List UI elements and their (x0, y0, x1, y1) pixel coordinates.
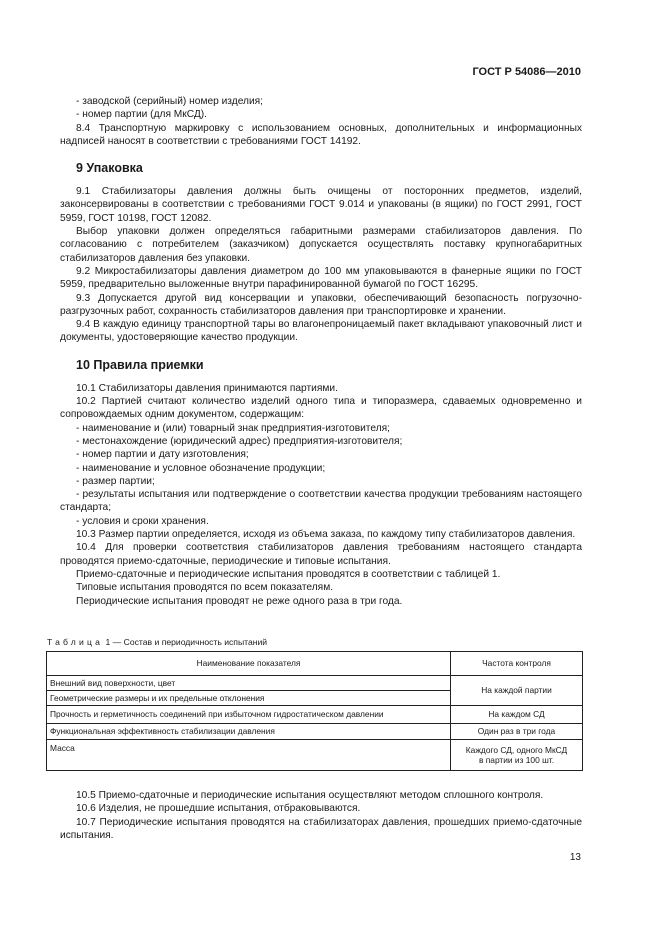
paragraph-9-1: 9.1 Стабилизаторы давления должны быть очищены от посторонних предметов, изделий, законсервированы в соответствии с требованиями ГОСТ 9.014 и упакованы (в ящики) по ГОСТ 2991, ГОСТ 5959, ГОСТ 10198, ГОСТ 12082. (60, 186, 582, 224)
table-caption-text: 1 — Состав и периодичность испытаний (103, 637, 268, 647)
paragraph-10-4-periodic: Периодические испытания проводят не реже одного раза в три года. (76, 595, 403, 607)
paragraph-10-4-acceptance: Приемо-сдаточные и периодические испытания проводятся в соответствии с таблицей 1. (76, 568, 501, 580)
table-cell: Внешний вид поверхности, цвет (47, 676, 451, 691)
table-cell: На каждом СД (451, 706, 583, 724)
table-cell-line: Каждого СД, одного МкСД (465, 744, 568, 755)
paragraph-10-2: 10.2 Партией считают количество изделий одного типа и типоразмера, сдаваемых одновременно и сопровождаемых одним документом, содержащим: (60, 396, 582, 421)
list-item: - номер партии (для МкСД). (76, 109, 208, 121)
table-row (47, 706, 583, 724)
paragraph-10-5: 10.5 Приемо-сдаточные и периодические испытания осуществляют методом сплошного контроля. (76, 790, 544, 801)
table-cell: На каждой партии (451, 676, 583, 706)
list-item: - заводской (серийный) номер изделия; (76, 96, 264, 107)
paragraph-9-4: 9.4 В каждую единицу транспортной тары во влагонепроницаемый пакет вкладывают упаковочный лист и документы, удостоверяющие качество продукции. (60, 319, 582, 344)
list-item: - наименование и условное обозначение продукции; (76, 462, 326, 474)
paragraph-10-7: 10.7 Периодические испытания проводятся на стабилизаторах давления, прошедших приемо-сдаточные испытания. (60, 816, 582, 841)
table-header-row (47, 652, 583, 676)
tests-table (46, 651, 583, 771)
section-10-heading: 10 Правила приемки (76, 357, 204, 372)
paragraph-packaging-choice: Выбор упаковки должен определяться габаритными размерами стабилизаторов давления. По согласованию с потребителем (заказчиком) допускается осуществлять поставку крупногабаритных стабилизаторов давления без упаковки. (60, 226, 582, 264)
column-header-indicator: Наименование показателя (47, 652, 451, 676)
table-row (47, 676, 583, 691)
list-item: - номер партии и дату изготовления; (76, 449, 249, 461)
page-number: 13 (569, 852, 581, 863)
table-cell (451, 740, 583, 771)
table-cell: Геометрические размеры и их предельные отклонения (47, 691, 451, 706)
list-item: - результаты испытания или подтверждение о соответствии качества продукции требованиям настоящего стандарта; (60, 489, 582, 514)
table-cell: Один раз в три года (451, 724, 583, 740)
paragraph-9-3: 9.3 Допускается другой вид консервации и упаковки, обеспечивающий безопасность погрузочно-разгрузочных работ, сохранность стабилизаторов давления при транспортировке и хранении. (60, 292, 582, 317)
column-header-frequency: Частота контроля (451, 652, 583, 676)
closing-paragraphs (60, 789, 582, 842)
list-item: - условия и сроки хранения. (76, 515, 209, 527)
paragraph-10-4-type: Типовые испытания проводятся по всем показателям. (76, 582, 334, 594)
paragraph-8-4: 8.4 Транспортную маркировку с использованием основных, дополнительных и информационных надписей наносят в соответствии с требованиями ГОСТ 14192. (60, 122, 582, 147)
paragraph-10-1: 10.1 Стабилизаторы давления принимаются партиями. (76, 382, 338, 394)
paragraph-10-4: 10.4 Для проверки соответствия стабилизаторов давления требованиям настоящего стандарта проводятся приемо-сдаточные, периодические и типовые испытания. (60, 542, 582, 567)
table-cell: Функциональная эффективность стабилизации давления (47, 724, 451, 740)
list-item: - местонахождение (юридический адрес) предприятия-изготовителя; (76, 435, 403, 447)
table-cell: Масса (47, 740, 451, 771)
table-caption-label: Таблица (47, 637, 104, 647)
table-cell: Прочность и герметичность соединений при избыточном гидростатическом давлении (47, 706, 451, 724)
document-code: ГОСТ Р 54086—2010 (472, 66, 581, 78)
section-9-heading: 9 Упаковка (76, 161, 143, 176)
table-cell-line: в партии из 100 шт. (478, 755, 555, 765)
table-row (47, 740, 583, 771)
page-content (60, 95, 582, 608)
list-item: - размер партии; (76, 475, 155, 487)
paragraph-9-2: 9.2 Микростабилизаторы давления диаметром до 100 мм упаковываются в фанерные ящики по ГОСТ 5959, предварительно выложенные внутри парафинированной бумагой по ГОСТ 16295. (60, 265, 582, 291)
paragraph-10-3: 10.3 Размер партии определяется, исходя из объема заказа, по каждому типу стабилизаторов давления. (76, 529, 576, 541)
table-caption (47, 637, 267, 647)
paragraph-10-6: 10.6 Изделия, не прошедшие испытания, отбраковываются. (76, 803, 361, 815)
list-item: - наименование и (или) товарный знак предприятия-изготовителя; (76, 422, 390, 434)
table-row (47, 724, 583, 740)
